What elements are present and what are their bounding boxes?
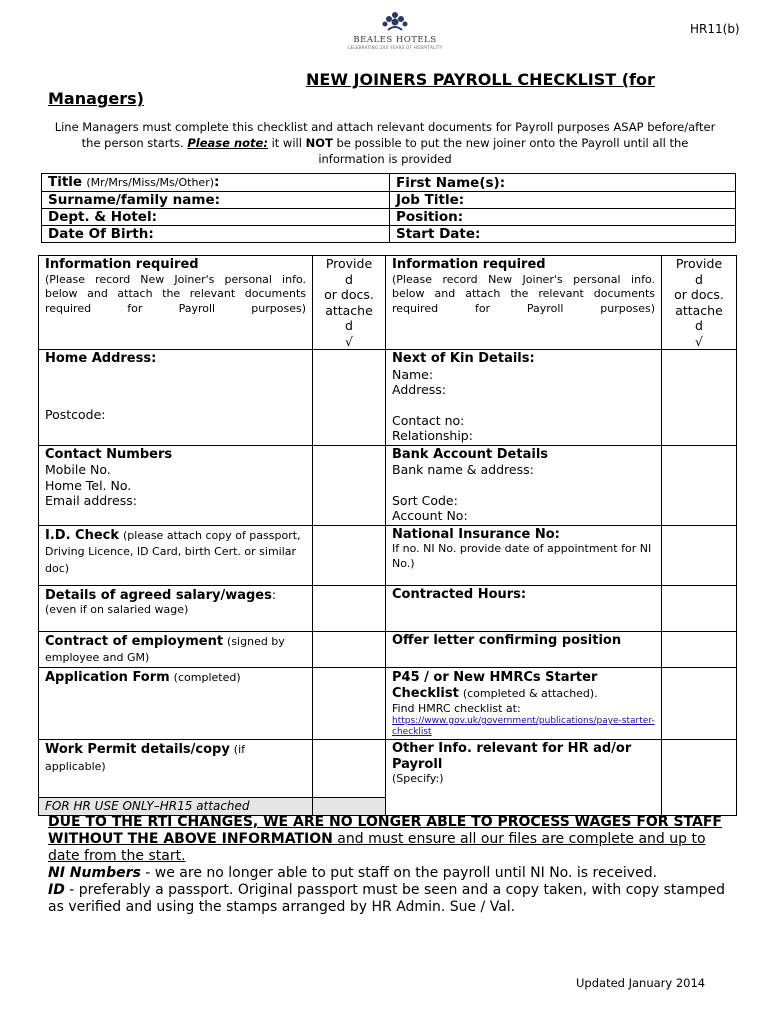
- dept-hotel-label: Dept. & Hotel:: [48, 209, 157, 225]
- provided-checkbox[interactable]: [662, 525, 737, 585]
- position-label: Position:: [396, 209, 464, 225]
- dob-label: Date Of Birth:: [48, 226, 154, 242]
- table-row: [39, 445, 737, 525]
- provided-text: Provide: [325, 256, 373, 271]
- title-options: (Mr/Mrs/Miss/Ms/Other): [86, 176, 215, 189]
- contract-label: Contract of employment: [45, 633, 224, 649]
- intro-part2: it will: [267, 136, 306, 150]
- provided-checkbox[interactable]: [313, 350, 386, 446]
- account-no-label: Account No:: [392, 508, 468, 523]
- ni-numbers-label: NI Numbers: [48, 865, 141, 881]
- next-of-kin-cell[interactable]: [386, 350, 662, 446]
- other-info-cell[interactable]: [386, 740, 662, 816]
- provided-checkbox[interactable]: [313, 525, 386, 585]
- title-field[interactable]: [42, 174, 390, 192]
- provided-text: Provide: [675, 256, 723, 271]
- ni-notice: [48, 865, 728, 882]
- p45-cell[interactable]: [386, 667, 662, 740]
- surname-label: Surname/family name:: [48, 192, 221, 208]
- table-row: [39, 631, 737, 667]
- nok-address-label: Address:: [392, 382, 446, 397]
- form-code: HR11(b): [690, 22, 740, 36]
- contact-numbers-label: Contact Numbers: [45, 446, 173, 462]
- salary-note: (even if on salaried wage): [45, 603, 189, 616]
- postcode-label: Postcode:: [45, 406, 106, 422]
- footer-notes: [48, 814, 728, 916]
- contract-cell[interactable]: [39, 631, 313, 667]
- dob-field[interactable]: [42, 226, 390, 243]
- provided-checkbox[interactable]: [662, 631, 737, 667]
- contract-note: (signed by employee and GM): [45, 634, 285, 664]
- provided-checkbox[interactable]: [313, 667, 386, 740]
- rti-warning: DUE TO THE RTI CHANGES, WE ARE NO LONGER ABLE TO PROCESS WAGES FOR STAFF WITHOUT THE ABOVE INFORMATION: [48, 814, 722, 847]
- provided-text: attache: [675, 302, 723, 318]
- offer-letter-cell[interactable]: [386, 631, 662, 667]
- table-row: [39, 525, 737, 585]
- hr-use-cell: [39, 798, 313, 816]
- provided-text: or docs.: [674, 287, 724, 302]
- id-text: - preferably a passport. Original passport must be seen and a copy taken, with copy stamped as verified and using the stamps arranged by HR Admin. Sue / Val.: [48, 882, 725, 915]
- table-row: [39, 667, 737, 740]
- bank-details-cell[interactable]: [386, 445, 662, 525]
- offer-letter-label: Offer letter confirming position: [392, 632, 622, 648]
- info-required-header: [386, 256, 662, 350]
- provided-text: d: [695, 271, 703, 287]
- intro-text: [48, 119, 722, 167]
- work-permit-label: Work Permit details/copy: [45, 742, 230, 757]
- personal-details-table: [41, 173, 736, 243]
- provided-checkbox[interactable]: [662, 585, 737, 631]
- page-title-line1: NEW JOINERS PAYROLL CHECKLIST (for: [306, 70, 655, 89]
- intro-part1: Line Managers must complete this checklist and attach relevant documents for Payroll purposes ASAP before/after the person starts.: [54, 120, 716, 150]
- home-address-cell[interactable]: [39, 350, 313, 446]
- please-note: Please note:: [187, 136, 268, 150]
- table-header-row: [39, 256, 737, 350]
- provided-checkbox[interactable]: [662, 740, 737, 816]
- crest-icon: [380, 10, 410, 34]
- contracted-hours-label: Contracted Hours:: [392, 586, 527, 602]
- work-permit-cell[interactable]: [39, 740, 313, 798]
- checklist-table: [38, 255, 737, 816]
- table-row: [39, 585, 737, 631]
- work-permit-note: (if applicable): [45, 743, 246, 773]
- first-name-field[interactable]: [390, 174, 736, 192]
- provided-text: d: [345, 271, 353, 287]
- bank-name-label: Bank name & address:: [392, 462, 534, 477]
- sort-code-label: Sort Code:: [392, 492, 458, 508]
- provided-checkbox[interactable]: [662, 667, 737, 740]
- info-required-note: (Please record New Joiner's personal info. below and attach the relevant documents required for Payroll purposes): [45, 272, 306, 315]
- provided-header: [313, 256, 386, 350]
- start-date-field[interactable]: [390, 226, 736, 243]
- salary-colon: :: [271, 586, 277, 602]
- provided-checkbox[interactable]: [313, 631, 386, 667]
- job-title-field[interactable]: [390, 192, 736, 209]
- provided-text: d: [345, 318, 353, 333]
- tick-icon: √: [345, 333, 353, 349]
- provided-checkbox[interactable]: [662, 350, 737, 446]
- intro-not: NOT: [305, 136, 333, 150]
- page-title-line2: Managers): [48, 89, 144, 108]
- provided-header: [662, 256, 737, 350]
- table-row: [39, 350, 737, 446]
- provided-checkbox[interactable]: [313, 585, 386, 631]
- application-label: Application Form: [45, 669, 170, 685]
- ni-note: If no. NI No. provide date of appointment for NI No.): [392, 542, 652, 570]
- title-label: Title: [48, 174, 83, 190]
- contracted-hours-cell[interactable]: [386, 585, 662, 631]
- info-required-header: [39, 256, 313, 350]
- id-check-note: (please attach copy of passport, Driving Licence, ID Card, birth Cert. or similar doc): [45, 528, 301, 575]
- info-required-note: (Please record New Joiner's personal info. below and attach the relevant documents required for Payroll purposes): [392, 272, 655, 315]
- salary-cell[interactable]: [39, 585, 313, 631]
- info-required-label: Information required: [392, 257, 546, 272]
- mobile-label: Mobile No.: [45, 462, 111, 477]
- ni-numbers-text: - we are no longer able to put staff on the payroll until NI No. is received.: [140, 865, 658, 881]
- info-required-label: Information required: [45, 257, 199, 272]
- p45-find-text: Find HMRC checklist at:: [392, 701, 521, 715]
- start-date-label: Start Date:: [396, 226, 481, 242]
- provided-checkbox[interactable]: [313, 445, 386, 525]
- application-cell[interactable]: [39, 667, 313, 740]
- logo-name: BEALES HOTELS: [353, 35, 437, 45]
- rti-notice: [48, 814, 728, 865]
- title-colon: :: [214, 174, 220, 190]
- table-row: [39, 740, 737, 798]
- logo-tagline: CELEBRATING 200 YEARS OF HOSPITALITY: [347, 45, 443, 50]
- provided-checkbox[interactable]: [662, 445, 737, 525]
- ni-label: National Insurance No:: [392, 526, 560, 542]
- hr-use-label: FOR HR USE ONLY–HR15 attached: [45, 799, 250, 813]
- position-field[interactable]: [390, 209, 736, 226]
- email-label: Email address:: [45, 493, 137, 508]
- provided-checkbox[interactable]: [313, 740, 386, 798]
- nok-relationship-label: Relationship:: [392, 428, 473, 443]
- provided-text: d: [695, 318, 703, 333]
- other-info-label: Other Info. relevant for HR ad/or Payroll: [392, 741, 632, 772]
- tick-icon: √: [695, 333, 703, 349]
- p45-note: (completed & attached).: [462, 687, 598, 700]
- p45-label: P45 / or New HMRCs Starter Checklist: [392, 669, 598, 701]
- id-check-cell[interactable]: [39, 525, 313, 585]
- hmrc-checklist-link[interactable]: https://www.gov.uk/government/publications/paye-starter-checklist: [392, 716, 655, 737]
- specify-label: (Specify:): [392, 772, 444, 785]
- home-tel-label: Home Tel. No.: [45, 477, 132, 493]
- rti-rest: and must ensure all our files are complete and up to date from the start.: [48, 831, 706, 864]
- id-notice: [48, 882, 728, 916]
- nok-name-label: Name:: [392, 366, 434, 382]
- home-address-label: Home Address:: [45, 351, 157, 366]
- next-of-kin-label: Next of Kin Details:: [392, 351, 535, 366]
- surname-field[interactable]: [42, 192, 390, 209]
- id-check-label: I.D. Check: [45, 527, 119, 543]
- salary-label: Details of agreed salary/wages: [45, 587, 272, 603]
- hr-use-checkbox[interactable]: [313, 798, 386, 816]
- intro-part3: be possible to put the new joiner onto the Payroll until all the information is provided: [318, 136, 689, 166]
- id-label: ID: [48, 882, 65, 898]
- nok-contact-label: Contact no:: [392, 412, 465, 428]
- job-title-label: Job Title:: [396, 192, 465, 208]
- first-name-label: First Name(s):: [396, 174, 506, 191]
- provided-text: attache: [325, 302, 373, 318]
- ni-cell[interactable]: [386, 525, 662, 585]
- provided-text: or docs.: [324, 287, 374, 302]
- updated-date: Updated January 2014: [576, 976, 706, 990]
- company-logo: [340, 10, 450, 56]
- application-note: (completed): [173, 670, 241, 684]
- contact-numbers-cell[interactable]: [39, 445, 313, 525]
- dept-hotel-field[interactable]: [42, 209, 390, 226]
- bank-details-label: Bank Account Details: [392, 446, 549, 462]
